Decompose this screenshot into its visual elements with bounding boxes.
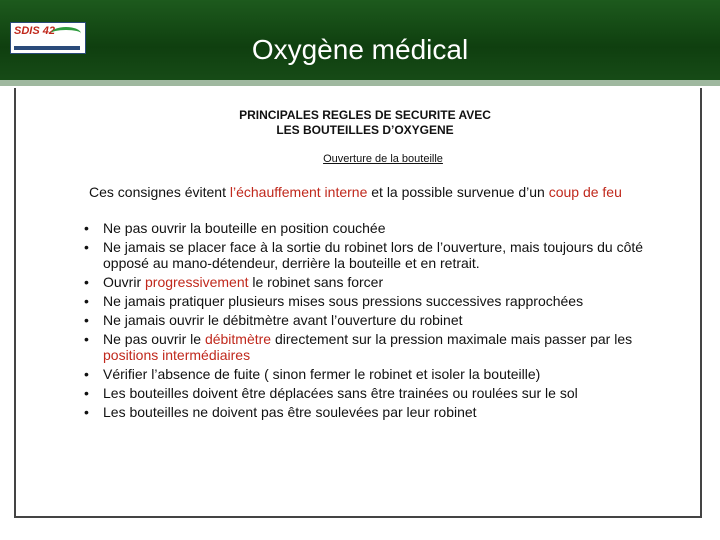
list-item bbox=[80, 293, 690, 309]
bullet-icon: • bbox=[84, 331, 89, 347]
intro-highlight: l’échauffement interne bbox=[229, 184, 368, 200]
bullet-icon: • bbox=[84, 293, 89, 309]
intro-text: Ces consignes évitent bbox=[89, 184, 230, 200]
list-item bbox=[80, 220, 690, 236]
heading-line-2: LES BOUTEILLES D’OXYGENE bbox=[276, 123, 454, 137]
item-highlight: progressivement bbox=[145, 274, 249, 290]
list-item bbox=[80, 385, 690, 401]
item-highlight: positions intermédiaires bbox=[103, 347, 251, 363]
bullet-icon: • bbox=[84, 385, 89, 401]
intro-paragraph bbox=[89, 184, 689, 200]
item-text: le robinet sans forcer bbox=[248, 274, 384, 290]
list-item bbox=[80, 331, 690, 363]
bullet-icon: • bbox=[84, 404, 89, 420]
item-text: Les bouteilles ne doivent pas être soulevées par leur robinet bbox=[103, 404, 477, 420]
bullet-icon: • bbox=[84, 312, 89, 328]
item-text: Ne pas ouvrir la bouteille en position couchée bbox=[103, 220, 386, 236]
list-item bbox=[80, 312, 690, 328]
item-text: Vérifier l’absence de fuite ( sinon fermer le robinet et isoler la bouteille) bbox=[103, 366, 541, 382]
section-heading bbox=[140, 108, 590, 138]
item-text: Ne jamais pratiquer plusieurs mises sous pressions successives rapprochées bbox=[103, 293, 584, 309]
section-subheading: Ouverture de la bouteille bbox=[323, 153, 443, 165]
item-text: directement sur la pression maximale mais passer par les bbox=[271, 331, 633, 347]
list-item bbox=[80, 239, 690, 271]
intro-text: et la possible survenue d’un bbox=[367, 184, 549, 200]
header-stripe bbox=[0, 80, 720, 86]
bullet-icon: • bbox=[84, 239, 89, 255]
bullet-icon: • bbox=[84, 366, 89, 382]
list-item bbox=[80, 366, 690, 382]
page-title: Oxygène médical bbox=[251, 34, 469, 65]
item-highlight: débitmètre bbox=[204, 331, 272, 347]
bullet-icon: • bbox=[84, 274, 89, 290]
bullet-icon: • bbox=[84, 220, 89, 236]
list-item bbox=[80, 404, 690, 420]
item-text: Ouvrir bbox=[103, 274, 145, 290]
heading-line-1: PRINCIPALES REGLES DE SECURITE AVEC bbox=[239, 108, 491, 122]
list-item bbox=[80, 274, 690, 290]
intro-highlight: coup de feu bbox=[548, 184, 622, 200]
item-text: Les bouteilles doivent être déplacées sans être trainées ou roulées sur le sol bbox=[103, 385, 578, 401]
logo-text: SDIS 42 bbox=[14, 25, 55, 37]
item-text: Ne pas ouvrir le bbox=[103, 331, 205, 347]
item-text: Ne jamais se placer face à la sortie du robinet lors de l’ouverture, mais toujours du côté opposé au mano-détendeur, derrière la bouteille et en retrait. bbox=[103, 239, 644, 271]
safety-rules-list bbox=[80, 220, 690, 423]
item-text: Ne jamais ouvrir le débitmètre avant l’ouverture du robinet bbox=[103, 312, 463, 328]
